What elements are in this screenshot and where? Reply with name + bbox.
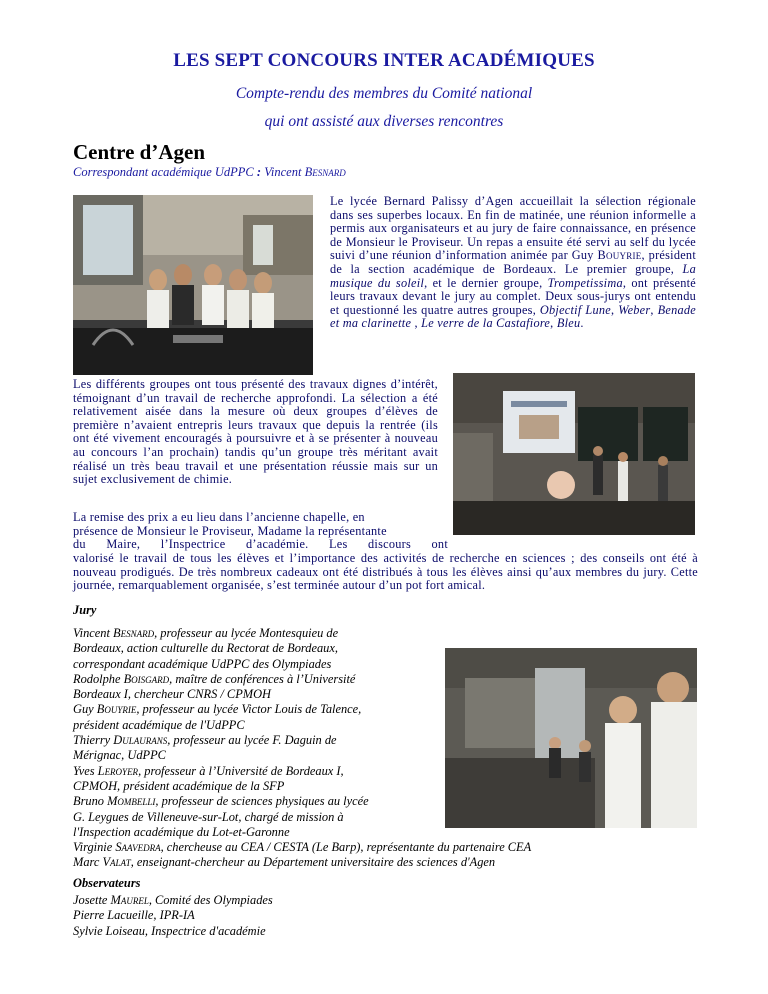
jury-line: Bordeaux I, chercheur CNRS / CPMOH [73, 687, 271, 702]
jury-line: Guy Bouyrie, professeur au lycée Victor Louis de Talence, [73, 702, 362, 717]
jury-line: Marc Valat, enseignant-chercheur au Département universitaire des sciences d'Agen [73, 855, 496, 870]
observers-heading: Observateurs [73, 876, 141, 890]
paragraph-results: Les différents groupes ont tous présenté des travaux dignes d’intérêt, témoignant d’un travail de recherche approfondi. La sélection a été relativement aisée dans la mesure où deux groupes d’élèves de première n’avaient entrepris leurs travaux que depuis la rentrée (ils ont été vivement encouragés à poursuivre et à se présenter à nouveau au concours l’an prochain) tandis qu’un groupe très méritant avait réalisé un très beau travail et une présentation réussie mais sur un sujet exclusivement de chimie. [73, 377, 438, 487]
jury-line: l'Inspection académique du Lot-et-Garonne [73, 824, 290, 839]
correspondent-surname: Besnard [304, 165, 346, 179]
jury-line: Virginie Saavedra, chercheuse au CEA / CESTA (Le Barp), représentante du partenaire CEA [73, 840, 532, 855]
correspondent-prefix: Correspondant académique UdPPC [73, 165, 254, 179]
paragraph-ceremony-rest: valorisé le travail de tous les élèves et l’importance des activités de recherche en sciences ; des conseils ont été à nouveau prodigués. De très nombreux cadeaux ont été distribués à tous les élèves ainsi qu’aux membres du jury. Cette journée, remarquablement organisée, s’est terminée autour d’un pot fort amical. [73, 551, 698, 593]
photo-students-lab [73, 195, 313, 375]
correspondent-line [73, 165, 346, 180]
subtitle-line-2: qui ont assisté aux diverses rencontres [264, 113, 504, 130]
jury-line: correspondant académique UdPPC des Olympiades [73, 656, 332, 671]
correspondent-name: Vincent [264, 165, 305, 179]
page-title: LES SEPT CONCOURS INTER ACADÉMIQUES [173, 50, 595, 71]
jury-line: Yves Leroyer, professeur à l’Université de Bordeaux I, [73, 763, 344, 778]
jury-line: Rodolphe Boisgard, maître de conférences à l’Université [73, 671, 356, 686]
correspondent-separator: : [253, 165, 265, 179]
observer-line: Josette Maurel, Comité des Olympiades [73, 893, 273, 907]
ceremony-line-1: La remise des prix a eu lieu dans l’ancienne chapelle, en [73, 510, 365, 524]
jury-heading: Jury [73, 603, 97, 617]
jury-line: CPMOH, président académique de la SFP [73, 778, 285, 793]
observer-line: Pierre Lacueille, IPR-IA [73, 908, 195, 923]
jury-list [73, 626, 531, 871]
section-title: Centre d’Agen [73, 140, 206, 164]
jury-line: président académique de l'UdPPC [73, 717, 245, 732]
jury-line: Mérignac, UdPPC [73, 748, 166, 763]
ceremony-line-2: présence de Monsieur le Proviseur, Madame la représentante [73, 523, 387, 538]
ceremony-line-3: du Maire, l’Inspectrice d’académie. Les discours ont [73, 537, 448, 552]
observer-line: Sylvie Loiseau, Inspectrice d'académie [73, 923, 266, 938]
jury-line: G. Leygues de Villeneuve-sur-Lot, chargé de mission à [73, 809, 344, 824]
jury-line: Bruno Mombelli, professeur de sciences physiques au lycée [73, 794, 369, 809]
paragraph-ceremony-start [73, 511, 448, 552]
jury-line: Thierry Dulaurans, professeur au lycée F. Daguin de [73, 733, 337, 748]
subtitle-line-1: Compte-rendu des membres du Comité national [235, 85, 533, 102]
observers-list [73, 893, 273, 939]
photo-presentation [453, 373, 695, 535]
jury-line: Vincent Besnard, professeur au lycée Montesquieu de [73, 626, 339, 640]
jury-line: Bordeaux, action culturelle du Rectorat de Bordeaux, [73, 641, 338, 656]
paragraph-intro: Le lycée Bernard Palissy d’Agen accueillait la sélection régionale dans ses superbes locaux. En fin de matinée, une réunion informelle a permis aux organisateurs et au jury de faire connaissance, en présence de Monsieur le Proviseur. Un repas a ensuite été servi au self du lycée suivi d’une réunion d’information animée par Guy Bouyrie, président de la section académique de Bordeaux. Le premier groupe, La musique du soleil, et le dernier groupe, Trompetissima, ont présenté leurs travaux devant le jury au complet. Deux sous-jurys ont entendu et questionné les quatre autres groupes, Objectif Lune, Weber, Benade et ma clarinette , Le verre de la Castafiore, Bleu. [330, 194, 697, 331]
